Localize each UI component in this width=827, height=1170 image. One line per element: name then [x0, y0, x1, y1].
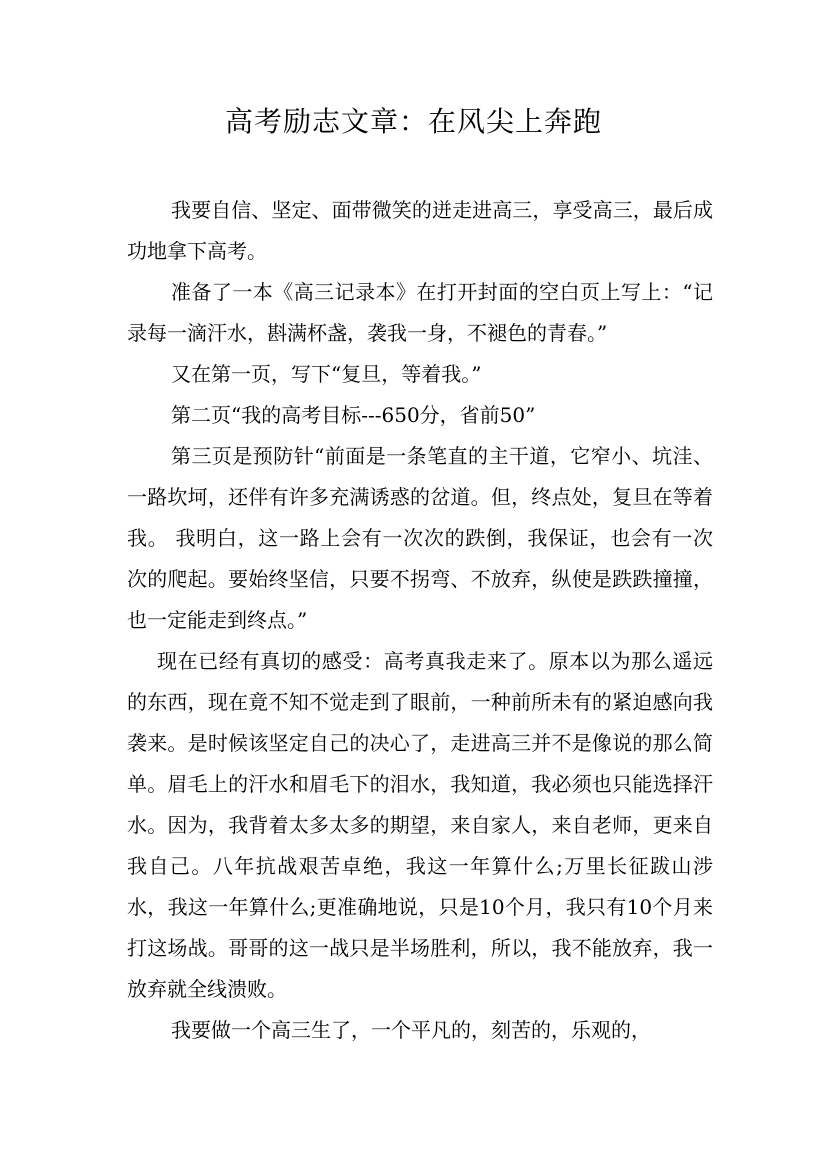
paragraph-1: 我要自信、坚定、面带微笑的迸走进高三，享受高三，最后成功地拿下高考。 [127, 198, 713, 263]
paragraph-5: 第三页是预防针“前面是一条笔直的主干道，它窄小、坑洼、一路坎坷，还伴有许多充满诱惑的岔道。但，终点处，复旦在等着我。 我明白，这一路上会有一次次的跌倒，我保证，也会有一次次的爬起。要始终坚信，只要不拐弯、不放弃，纵使是跌跌撞撞，也一定能走到终点。” [127, 444, 713, 632]
document-title: 高考励志文章：在风尖上奔跑 [224, 105, 602, 138]
paragraph-4: 第二页“我的高考目标---650分，省前50” [171, 403, 536, 427]
paragraph-7: 我要做一个高三生了，一个平凡的，刻苦的，乐观的， [171, 1018, 651, 1042]
paragraph-3: 又在第一页，写下“复旦，等着我。” [171, 362, 482, 386]
document-body [127, 190, 713, 1051]
paragraph-2: 准备了一本《高三记录本》在打开封面的空白页上写上：“记录每一滴汗水，斟满杯盏，袭我一身，不褪色的青春。” [127, 280, 713, 345]
paragraph-6: 现在已经有真切的感受：高考真我走来了。原本以为那么遥远的东西，现在竟不知不觉走到了眼前，一种前所未有的紧迫感向我袭来。是时候该坚定自己的决心了，走进高三并不是像说的那么简单。眉毛上的汗水和眉毛下的泪水，我知道，我必须也只能选择汗水。因为，我背着太多太多的期望，来自家人，来自老师，更来自我自己。八年抗战艰苦卓绝，我这一年算什么;万里长征跋山涉水，我这一年算什么;更准确地说，只是10个月，我只有10个月来打这场战。哥哥的这一战只是半场胜利，所以，我不能放弃，我一放弃就全线溃败。 [127, 649, 713, 1001]
